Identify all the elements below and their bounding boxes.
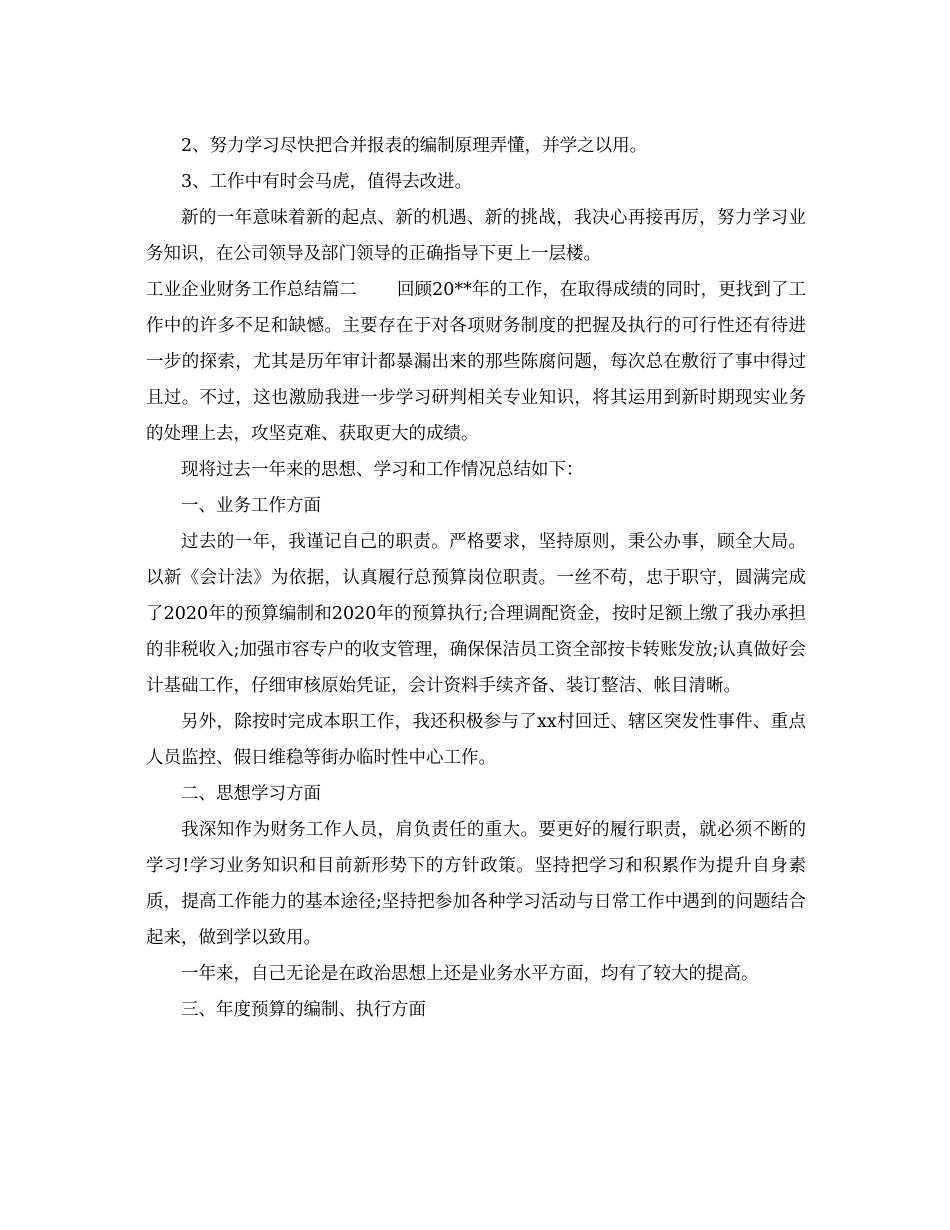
section-two-text: 回顾20**年的工作，在取得成绩的同时，更找到了工作中的许多不足和缺憾。主要存在于对各项财务制度的把握及执行的可行性还有待进一步的探索，尤其是历年审计都暴漏出来的那些陈腐问题，每次总在敷衍了事中得过且过。不过，这也激励我进一步学习研判相关专业知识，将其运用到新时期现实业务的处理上去，攻坚克难、获取更大的成绩。 <box>146 280 806 444</box>
heading-budget: 三、年度预算的编制、执行方面 <box>181 1000 426 1020</box>
document-body <box>146 128 806 1028</box>
heading-business-work: 一、业务工作方面 <box>181 496 321 516</box>
paragraph-item-2: 2、努力学习尽快把合并报表的编制原理弄懂，并学之以用。 <box>181 136 648 156</box>
paragraph-section-two <box>146 272 806 452</box>
paragraph-summary-intro: 现将过去一年来的思想、学习和工作情况总结如下： <box>181 460 584 480</box>
paragraph-business-work: 过去的一年，我谨记自己的职责。严格要求，坚持原则，秉公办事，顾全大局。以新《会计法》为依据，认真履行总预算岗位职责。一丝不苟，忠于职守，圆满完成了2020年的预算编制和2020年的预算执行;合理调配资金，按时足额上缴了我办承担的非税收入;加强市容专户的收支管理，确保保洁员工资全部按卡转账发放;认真做好会计基础工作，仔细审核原始凭证，会计资料手续齐备、装订整洁、帐目清晰。 <box>146 532 806 696</box>
paragraph-year-progress: 一年来，自己无论是在政治思想上还是业务水平方面，均有了较大的提高。 <box>181 964 759 984</box>
paragraph-item-3: 3、工作中有时会马虎，值得去改进。 <box>181 172 473 192</box>
heading-study: 二、思想学习方面 <box>181 784 321 804</box>
section-title: 工业企业财务工作总结篇二 <box>146 280 357 300</box>
paragraph-new-year: 新的一年意味着新的起点、新的机遇、新的挑战，我决心再接再厉，努力学习业务知识，在公司领导及部门领导的正确指导下更上一层楼。 <box>146 208 806 264</box>
paragraph-study: 我深知作为财务工作人员，肩负责任的重大。要更好的履行职责，就必须不断的学习!学习业务知识和目前新形势下的方针政策。坚持把学习和积累作为提升自身素质，提高工作能力的基本途径;坚持把参加各种学习活动与日常工作中遇到的问题结合起来，做到学以致用。 <box>146 820 806 948</box>
paragraph-additional-work: 另外，除按时完成本职工作，我还积极参与了xx村回迁、辖区突发性事件、重点人员监控、假日维稳等街办临时性中心工作。 <box>146 712 806 768</box>
